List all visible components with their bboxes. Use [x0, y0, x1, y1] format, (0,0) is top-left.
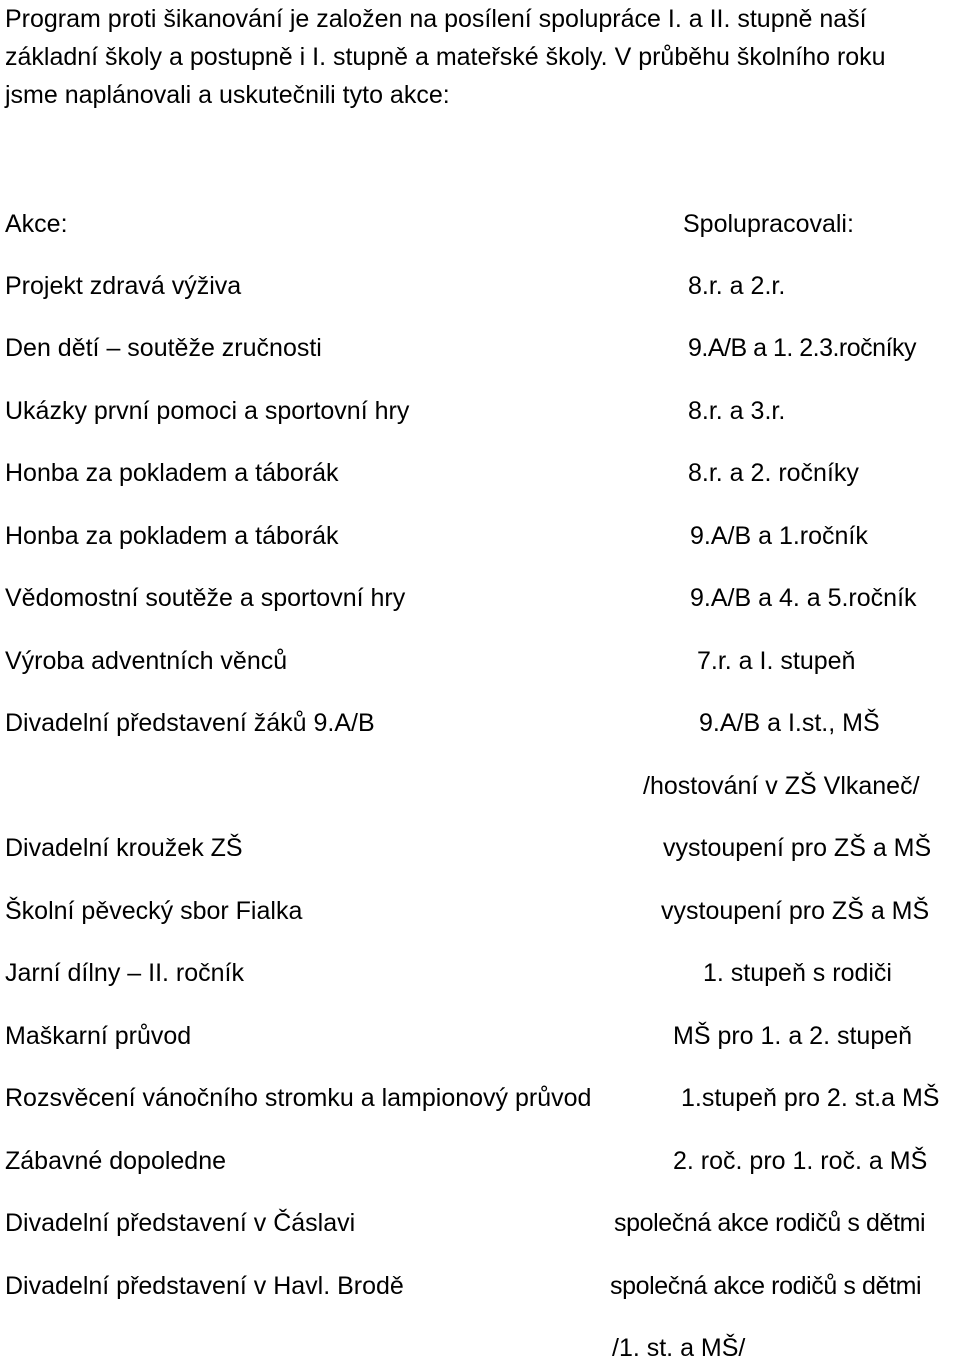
action-item: Honba za pokladem a táborák: [5, 522, 339, 550]
action-item: Divadelní představení žáků 9.A/B: [5, 709, 375, 737]
partner-item: 9.A/B a 1.ročník: [690, 522, 868, 550]
partner-item: 2. roč. pro 1. roč. a MŠ: [673, 1147, 928, 1175]
partner-item: vystoupení pro ZŠ a MŠ: [663, 834, 932, 862]
actions-header: Akce:: [5, 210, 68, 238]
partner-item: 1.stupeň pro 2. st.a MŠ: [681, 1084, 940, 1112]
intro-line: jsme naplánovali a uskutečnili tyto akce:: [5, 81, 450, 109]
partner-item: 9.A/B a 1. 2.3.ročníky: [688, 334, 917, 362]
partners-header: Spolupracovali:: [683, 210, 854, 238]
action-item: Den dětí – soutěže zručnosti: [5, 334, 322, 362]
action-item: Výroba adventních věnců: [5, 647, 288, 675]
intro-paragraph: [5, 0, 955, 114]
action-item: Jarní dílny – II. ročník: [5, 959, 244, 987]
partner-item: vystoupení pro ZŠ a MŠ: [661, 897, 930, 925]
partner-item: společná akce rodičů s dětmi: [610, 1272, 922, 1300]
action-item: Vědomostní soutěže a sportovní hry: [5, 584, 406, 612]
partner-item: 8.r. a 2. ročníky: [688, 459, 859, 487]
action-item: Honba za pokladem a táborák: [5, 459, 339, 487]
action-item: Rozsvěcení vánočního stromku a lampionový průvod: [5, 1084, 592, 1112]
action-item: Divadelní představení v Havl. Brodě: [5, 1272, 404, 1300]
action-item: Školní pěvecký sbor Fialka: [5, 897, 303, 925]
partner-item: společná akce rodičů s dětmi: [614, 1209, 926, 1237]
partner-item: /1. st. a MŠ/: [612, 1334, 746, 1362]
partner-item: /hostování v ZŠ Vlkaneč/: [643, 772, 920, 800]
partner-item: 7.r. a I. stupeň: [697, 647, 856, 675]
action-item: Zábavné dopoledne: [5, 1147, 227, 1175]
partner-item: 9.A/B a I.st., MŠ: [699, 709, 880, 737]
partner-item: MŠ pro 1. a 2. stupeň: [673, 1022, 913, 1050]
action-item: Projekt zdravá výživa: [5, 272, 242, 300]
action-item: Ukázky první pomoci a sportovní hry: [5, 397, 410, 425]
intro-line: Program proti šikanování je založen na posílení spolupráce I. a II. stupně naší: [5, 5, 867, 33]
action-item: Divadelní kroužek ZŠ: [5, 834, 243, 862]
action-item: Maškarní průvod: [5, 1022, 192, 1050]
partner-item: 1. stupeň s rodiči: [703, 959, 892, 987]
action-item: Divadelní představení v Čáslavi: [5, 1209, 356, 1237]
partner-item: 9.A/B a 4. a 5.ročník: [690, 584, 917, 612]
partner-item: 8.r. a 2.r.: [688, 272, 786, 300]
intro-line: základní školy a postupně i I. stupně a mateřské školy. V průběhu školního roku: [5, 43, 886, 71]
partner-item: 8.r. a 3.r.: [688, 397, 786, 425]
